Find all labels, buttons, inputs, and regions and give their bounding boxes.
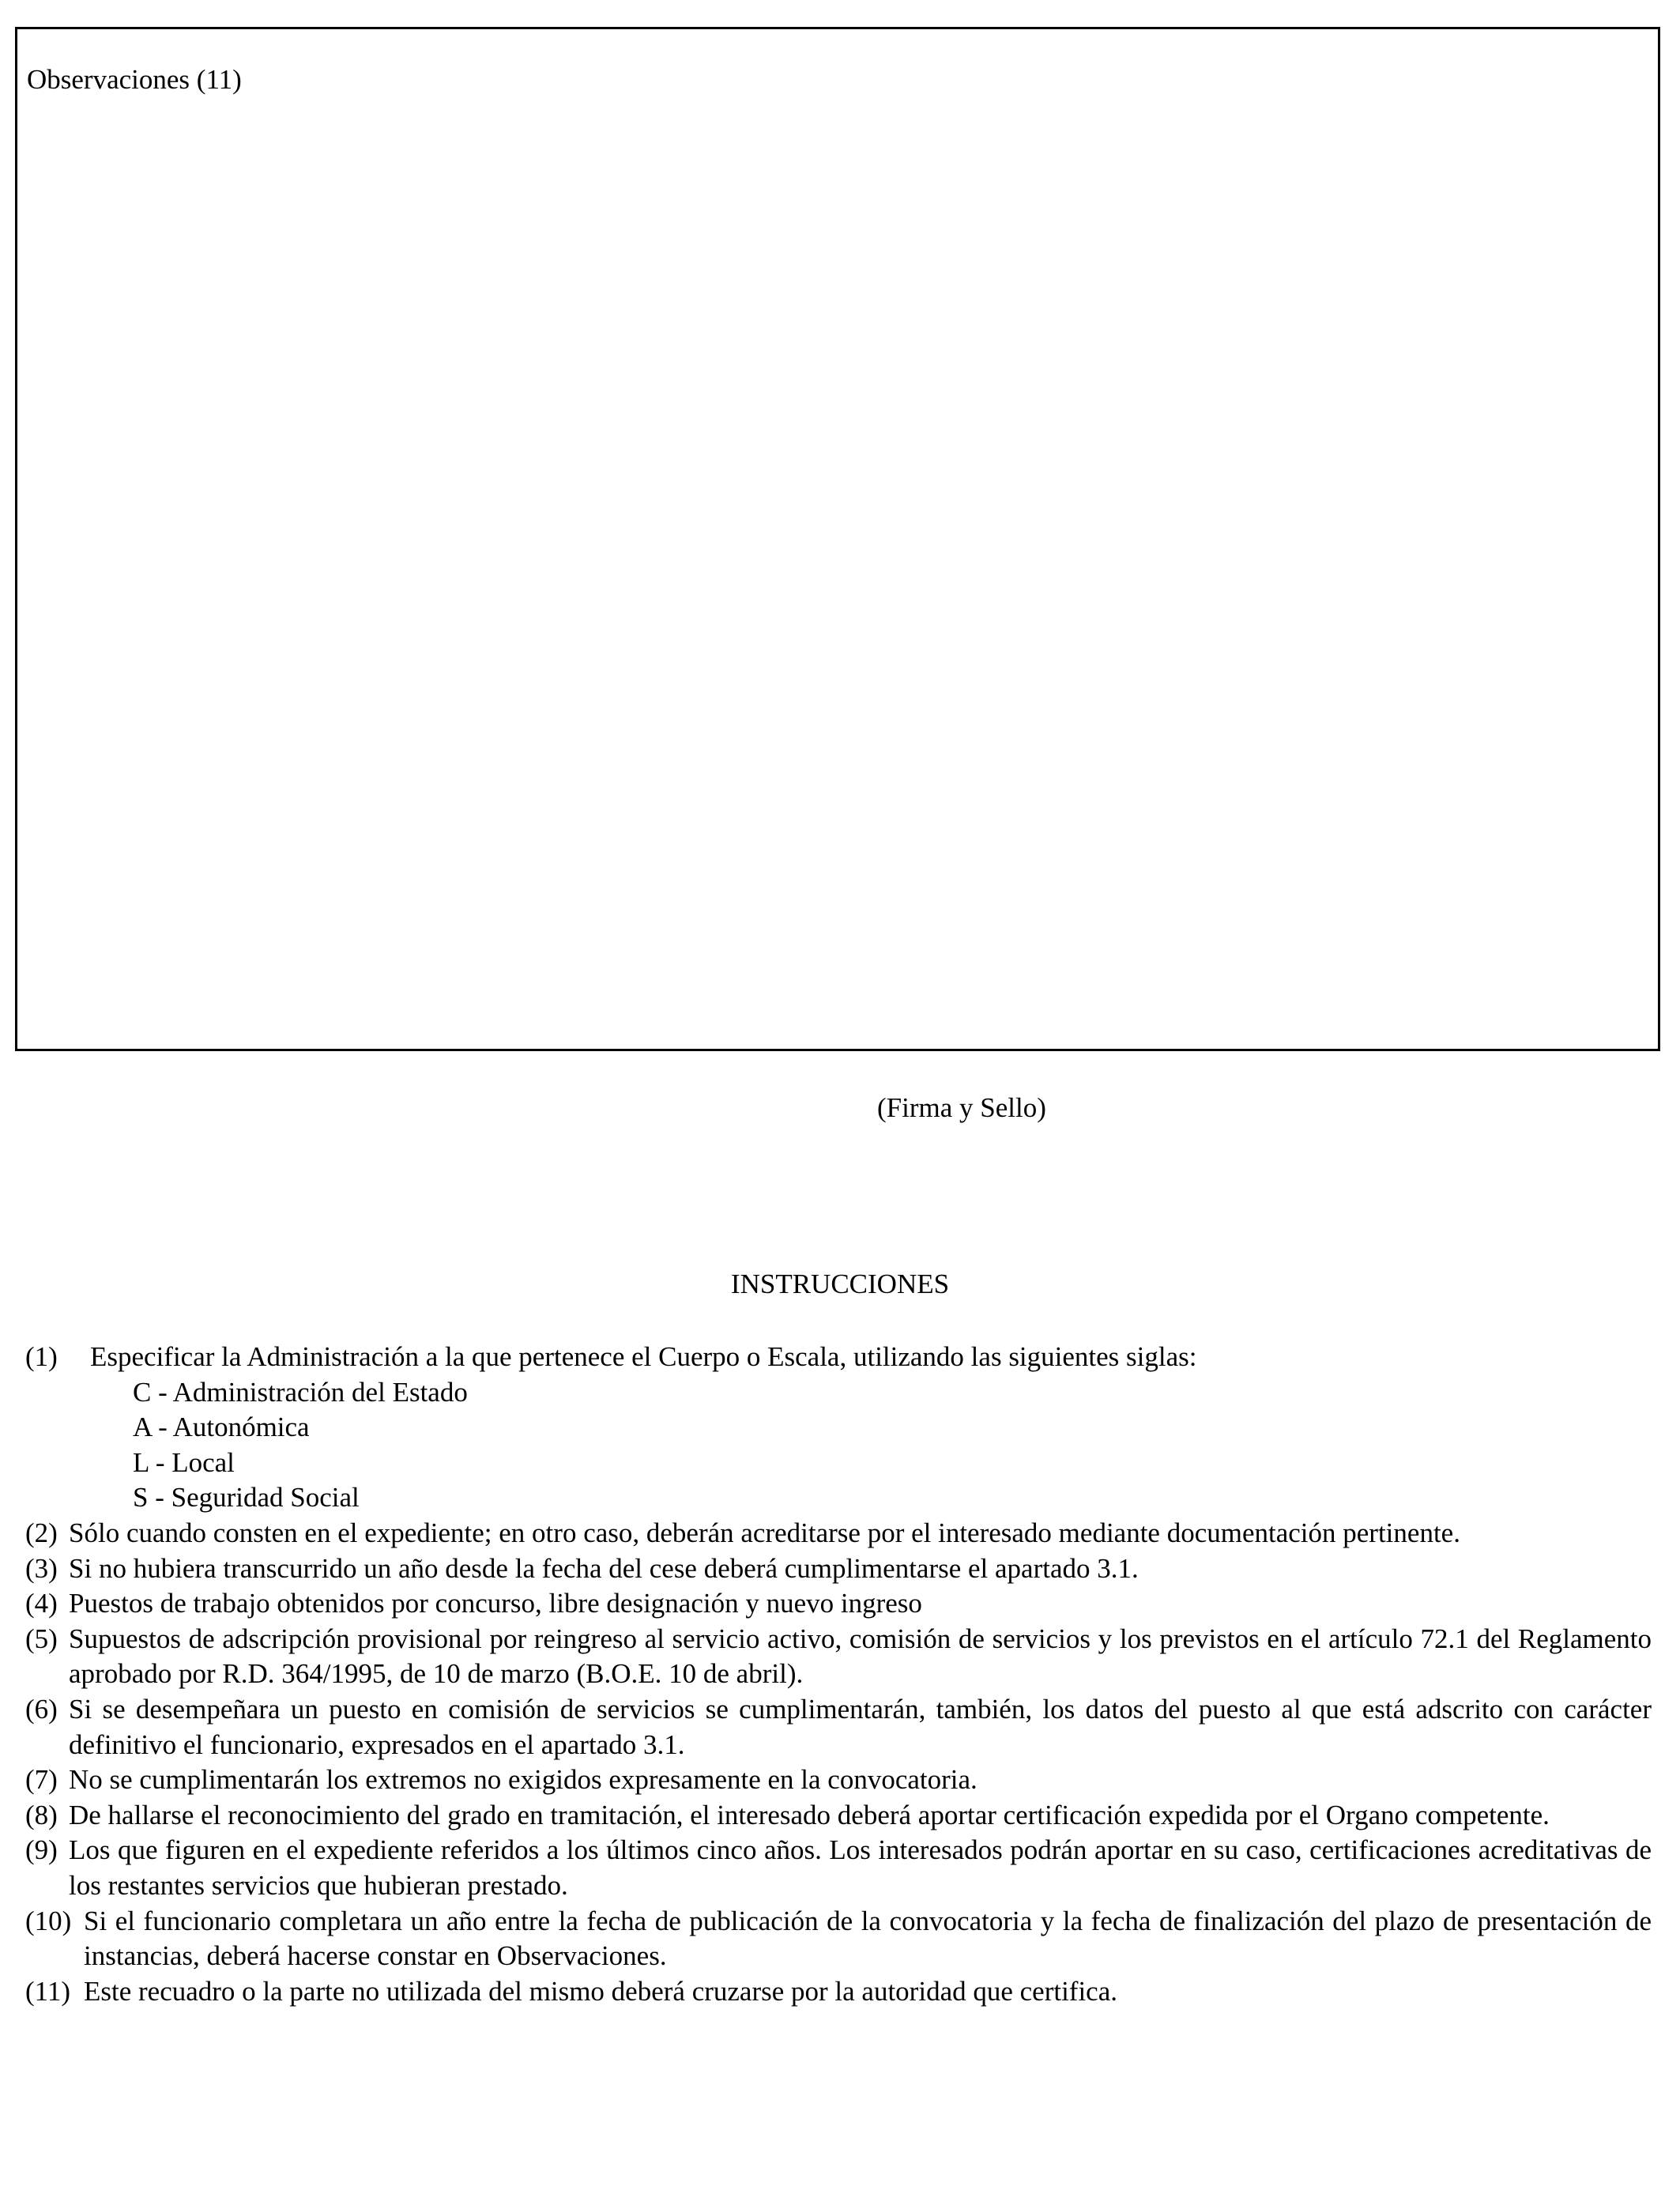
instruction-text: Especificar la Administración a la que pertenece el Cuerpo o Escala, utilizando las siguientes siglas: xyxy=(90,1341,1197,1372)
instruction-number: (3) xyxy=(25,1552,58,1584)
instructions-list xyxy=(25,1340,1652,2009)
instruction-number: (10) xyxy=(25,1905,72,1936)
instruction-text: Si se desempeñara un puesto en comisión de servicios se cumplimentarán, también, los datos del puesto al que está adscrito con carácter definitivo el funcionario, expresados en el apartado 3.1. xyxy=(69,1693,1652,1760)
instruction-number: (11) xyxy=(25,1975,71,2007)
instruction-text: Este recuadro o la parte no utilizada del mismo deberá cruzarse por la autoridad que certifica. xyxy=(84,1975,1118,2007)
instruction-number: (4) xyxy=(25,1588,58,1619)
instruction-number: (6) xyxy=(25,1693,58,1725)
administration-code-estado: C - Administración del Estado xyxy=(133,1376,468,1408)
instruction-item-2 xyxy=(25,1516,1652,1551)
instruction-item-9 xyxy=(25,1833,1652,1903)
instruction-item-7 xyxy=(25,1762,1652,1798)
instruction-text: Si el funcionario completara un año entre la fecha de publicación de la convocatoria y la fecha de finalización del plazo de presentación de instancias, deberá hacerse constar en Observaciones. xyxy=(84,1905,1652,1972)
instruction-item-6 xyxy=(25,1692,1652,1762)
instruction-item-10 xyxy=(25,1904,1652,1974)
administration-code-seguridad-social: S - Seguridad Social xyxy=(133,1482,360,1514)
signature-stamp-label: (Firma y Sello) xyxy=(877,1092,1046,1123)
administration-code-local: L - Local xyxy=(133,1446,235,1478)
instruction-number: (8) xyxy=(25,1799,58,1830)
instruction-text: Sólo cuando consten en el expediente; en otro caso, deberán acreditarse por el interesado mediante documentación pertinente. xyxy=(69,1517,1460,1548)
instruction-number: (7) xyxy=(25,1764,58,1796)
administration-code-autonomica: A - Autonómica xyxy=(133,1412,310,1443)
observations-box[interactable] xyxy=(15,27,1660,1051)
instruction-text: No se cumplimentarán los extremos no exigidos expresamente en la convocatoria. xyxy=(69,1764,977,1796)
instruction-item-4 xyxy=(25,1586,1652,1622)
instruction-number: (1) xyxy=(25,1341,58,1372)
observations-label: Observaciones (11) xyxy=(27,64,242,95)
instruction-text: Supuestos de adscripción provisional por reingreso al servicio activo, comisión de servicios y los previstos en el artículo 72.1 del Reglamento aprobado por R.D. 364/1995, de 10 de marzo (B.O.E. 10 de abril). xyxy=(69,1623,1652,1690)
instruction-item-3 xyxy=(25,1551,1652,1587)
instructions-heading: INSTRUCCIONES xyxy=(730,1269,950,1299)
instruction-number: (5) xyxy=(25,1623,58,1654)
instruction-item-5 xyxy=(25,1622,1652,1692)
instruction-item-8 xyxy=(25,1798,1652,1834)
instruction-text: Los que figuren en el expediente referidos a los últimos cinco años. Los interesados podrán aportar en su caso, certificaciones acreditativas de los restantes servicios que hubieran prestado. xyxy=(69,1834,1652,1901)
instruction-text: Puestos de trabajo obtenidos por concurso, libre designación y nuevo ingreso xyxy=(69,1588,922,1619)
instruction-item-1 xyxy=(25,1340,1652,1375)
instruction-text: Si no hubiera transcurrido un año desde la fecha del cese deberá cumplimentarse el apartado 3.1. xyxy=(69,1552,1139,1584)
instruction-item-11 xyxy=(25,1974,1652,2010)
instruction-number: (2) xyxy=(25,1517,58,1548)
instruction-text: De hallarse el reconocimiento del grado en tramitación, el interesado deberá aportar certificación expedida por el Organo competente. xyxy=(69,1799,1550,1830)
instruction-number: (9) xyxy=(25,1834,58,1866)
